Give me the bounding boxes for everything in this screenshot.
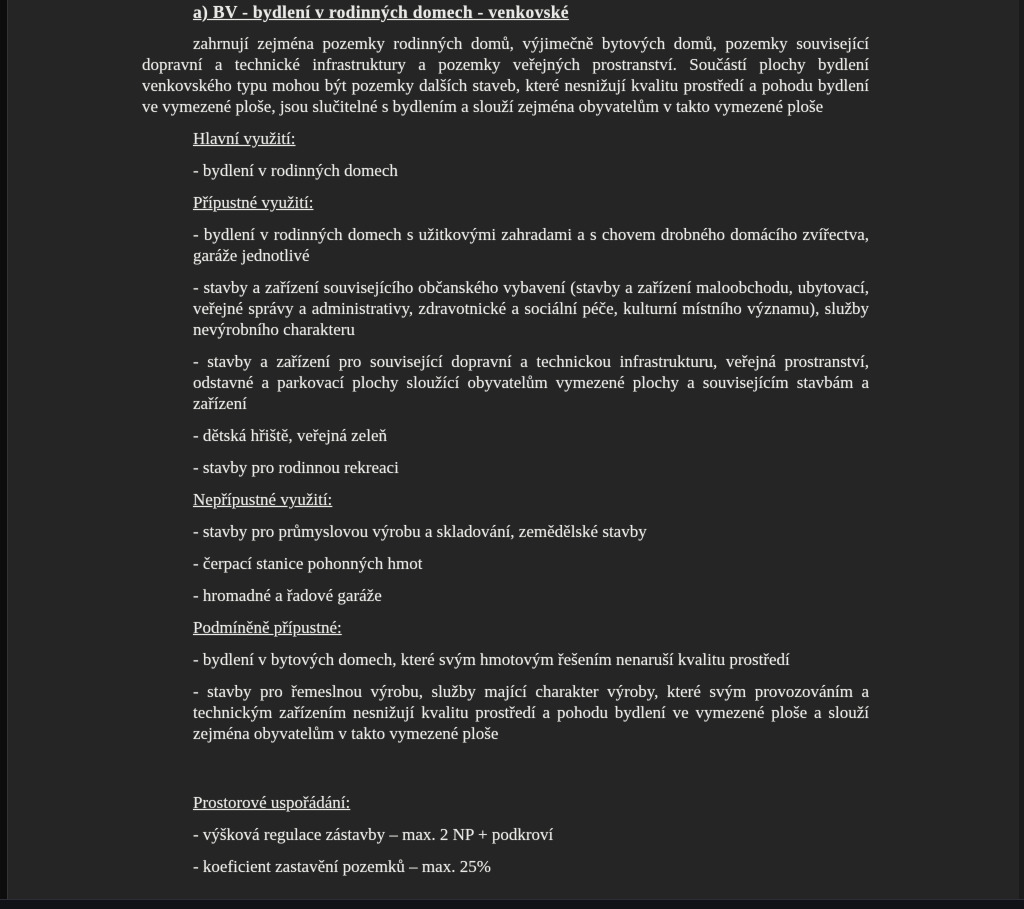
bullet-item: - výšková regulace zástavby – max. 2 NP + podkroví	[193, 825, 554, 844]
section-heading: Přípustné využití:	[193, 193, 314, 212]
bullet-item: - čerpací stanice pohonných hmot	[193, 554, 423, 573]
bullet-item: - bydlení v rodinných domech s užitkovými zahradami a s chovem drobného domácího zvířectva, garáže jednotlivé	[193, 225, 869, 265]
section-spacer	[142, 755, 869, 781]
bullet-item: - bydlení v rodinných domech	[193, 161, 398, 180]
page-left-edge	[0, 0, 8, 909]
section-heading: Hlavní využití:	[193, 129, 296, 148]
bullet-item: - dětská hřiště, veřejná zeleň	[193, 426, 387, 445]
bullet-item: - bydlení v bytových domech, které svým hmotovým řešením nenaruší kvalitu prostředí	[193, 650, 790, 669]
document-page	[142, 2, 869, 888]
page-bottom-edge	[0, 899, 1024, 909]
section-heading: Podmíněně přípustné:	[193, 618, 342, 637]
bullet-item: - stavby pro rodinnou rekreaci	[193, 458, 399, 477]
bullet-item: - stavby pro řemeslnou výrobu, služby mající charakter výroby, které svým provozováním a technickým zařízením nesnižují kvalitu prostředí a pohodu bydlení ve vymezené ploše a slouží zejména obyvatelům v takto vymezené ploše	[193, 682, 869, 743]
bullet-item: - stavby a zařízení souvisejícího občanského vybavení (stavby a zařízení maloobchodu, ubytovací, veřejné správy a administrativy, zdravotnické a sociální péče, kulturní místního významu), služby nevýrobního charakteru	[193, 278, 869, 339]
document-title: a) BV - bydlení v rodinných domech - venkovské	[193, 2, 569, 22]
bullet-item: - stavby pro průmyslovou výrobu a skladování, zemědělské stavby	[193, 522, 647, 541]
section-heading: Prostorové uspořádání:	[193, 793, 351, 812]
section-heading: Nepřípustné využití:	[193, 490, 333, 509]
bullet-item: - hromadné a řadové garáže	[193, 586, 382, 605]
bullet-item: - stavby a zařízení pro související dopravní a technickou infrastrukturu, veřejná prostranství, odstavné a parkovací plochy sloužící obyvatelům vymezené plochy a souvisejícím stavbám a zařízení	[193, 352, 869, 413]
bullet-item: - koeficient zastavění pozemků – max. 25%	[193, 857, 491, 876]
page-right-edge	[1019, 0, 1024, 909]
intro-paragraph: zahrnují zejména pozemky rodinných domů, výjimečně bytových domů, pozemky související dopravní a technické infrastruktury a pozemky veřejných prostranství. Součástí plochy bydlení venkovského typu mohou být pozemky dalších staveb, které nesnižují kvalitu prostředí a pohodu bydlení ve vymezené ploše, jsou slučitelné s bydlením a slouží zejména obyvatelům v takto vymezené ploše	[142, 34, 869, 116]
